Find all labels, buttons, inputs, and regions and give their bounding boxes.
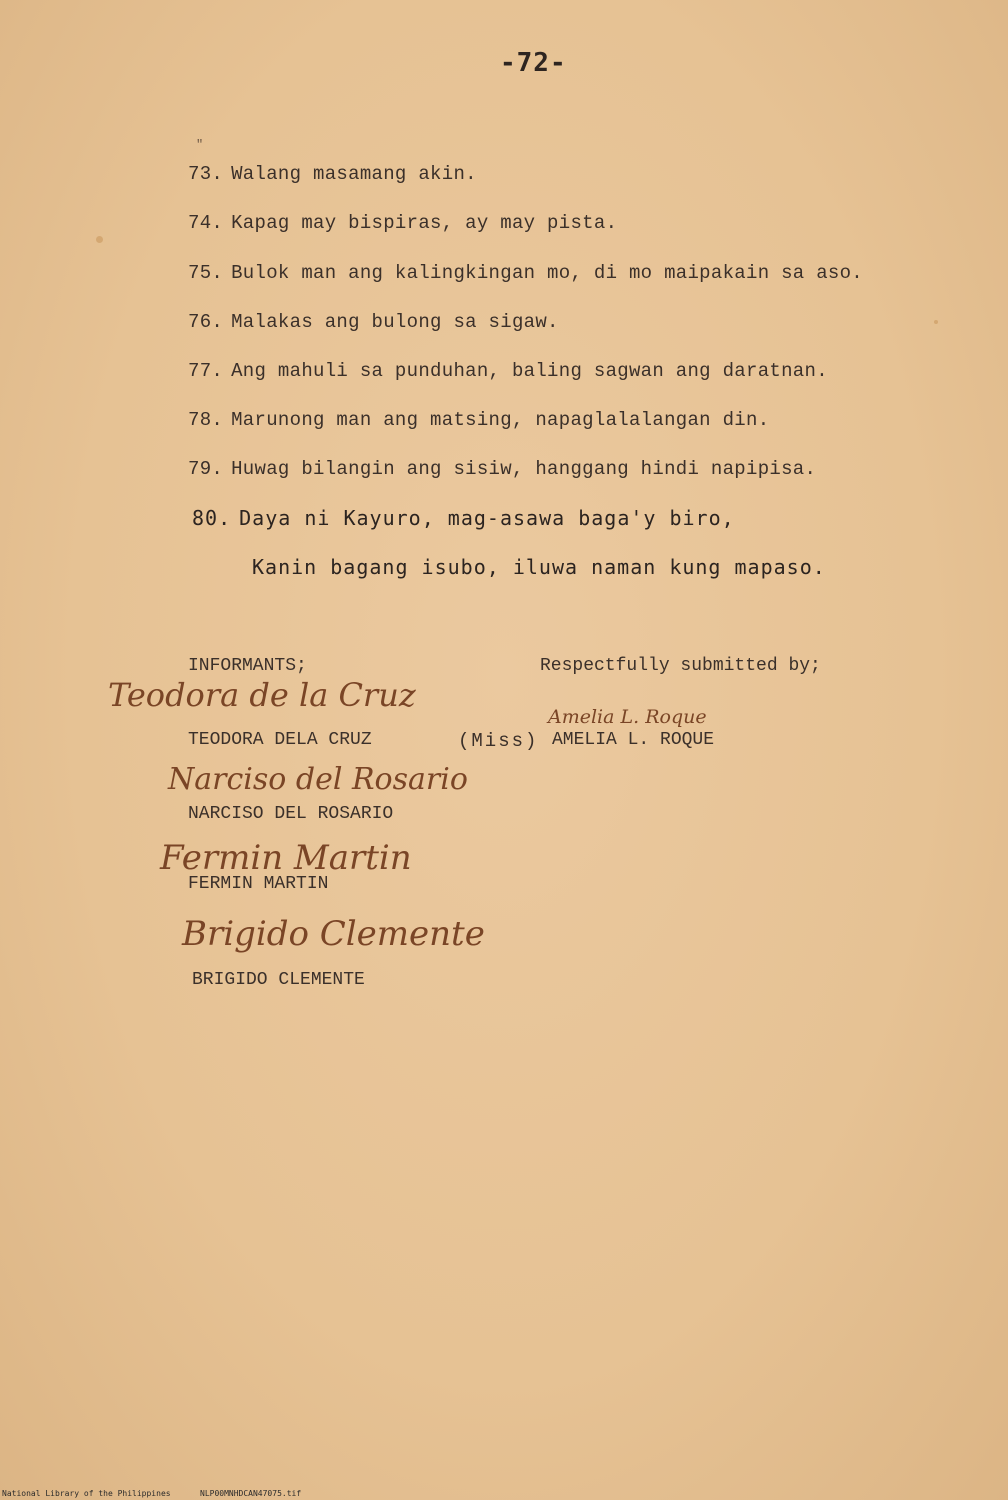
footer-library: National Library of the Philippines	[2, 1489, 171, 1498]
typed-name-amelia: AMELIA L. ROQUE	[552, 730, 715, 750]
signature-amelia: Amelia L. Roque	[548, 706, 707, 728]
signature-narciso: Narciso del Rosario	[168, 762, 468, 797]
proverb-78	[188, 409, 769, 431]
typed-name-fermin: FERMIN MARTIN	[188, 874, 329, 894]
proverb-74	[188, 212, 617, 234]
proverb-73	[188, 163, 477, 185]
proverb-text: Daya ni Kayuro, mag-asawa baga'y biro,	[239, 506, 735, 530]
proverb-number: 73.	[188, 163, 224, 185]
submitter-prefix: (Miss)	[458, 730, 539, 752]
proverb-text: Ang mahuli sa punduhan, baling sagwan ang daratnan.	[231, 360, 828, 382]
proverb-75	[188, 262, 863, 284]
proverb-text: Kapag may bispiras, ay may pista.	[231, 212, 618, 234]
signature-brigido: Brigido Clemente	[182, 914, 485, 954]
proverb-text: Huwag bilangin ang sisiw, hanggang hindi napipisa.	[231, 458, 817, 480]
proverb-77	[188, 360, 828, 382]
paper-stain	[934, 320, 938, 324]
page-number: -72-	[500, 48, 567, 78]
typed-name-brigido: BRIGIDO CLEMENTE	[192, 970, 365, 990]
proverb-text: Malakas ang bulong sa sigaw.	[231, 311, 559, 333]
proverb-text: Marunong man ang matsing, napaglalalangan din.	[231, 409, 770, 431]
proverb-number: 77.	[188, 360, 224, 382]
proverb-number: 78.	[188, 409, 224, 431]
proverb-76	[188, 311, 559, 333]
proverb-80-continuation: Kanin bagang isubo, iluwa naman kung mapaso.	[252, 555, 826, 579]
informants-heading: INFORMANTS;	[188, 656, 307, 676]
paper-stain	[96, 236, 103, 243]
proverb-80	[192, 506, 735, 530]
signature-teodora: Teodora de la Cruz	[108, 676, 416, 714]
proverb-text: Bulok man ang kalingkingan mo, di mo maipakain sa aso.	[231, 262, 864, 284]
proverb-text: Walang masamang akin.	[231, 163, 477, 185]
typed-name-narciso: NARCISO DEL ROSARIO	[188, 804, 394, 824]
proverb-number: 74.	[188, 212, 224, 234]
proverb-79	[188, 458, 816, 480]
submitted-heading: Respectfully submitted by;	[540, 656, 821, 676]
proverb-number: 79.	[188, 458, 224, 480]
footer-filename: NLP00MNHDCAN47075.tif	[200, 1489, 302, 1498]
typed-name-teodora: TEODORA DELA CRUZ	[188, 730, 372, 750]
signature-fermin: Fermin Martin	[160, 838, 412, 878]
proverb-number: 80.	[192, 506, 232, 530]
proverb-number: 75.	[188, 262, 224, 284]
ditto-mark: "	[196, 138, 204, 152]
proverb-number: 76.	[188, 311, 224, 333]
